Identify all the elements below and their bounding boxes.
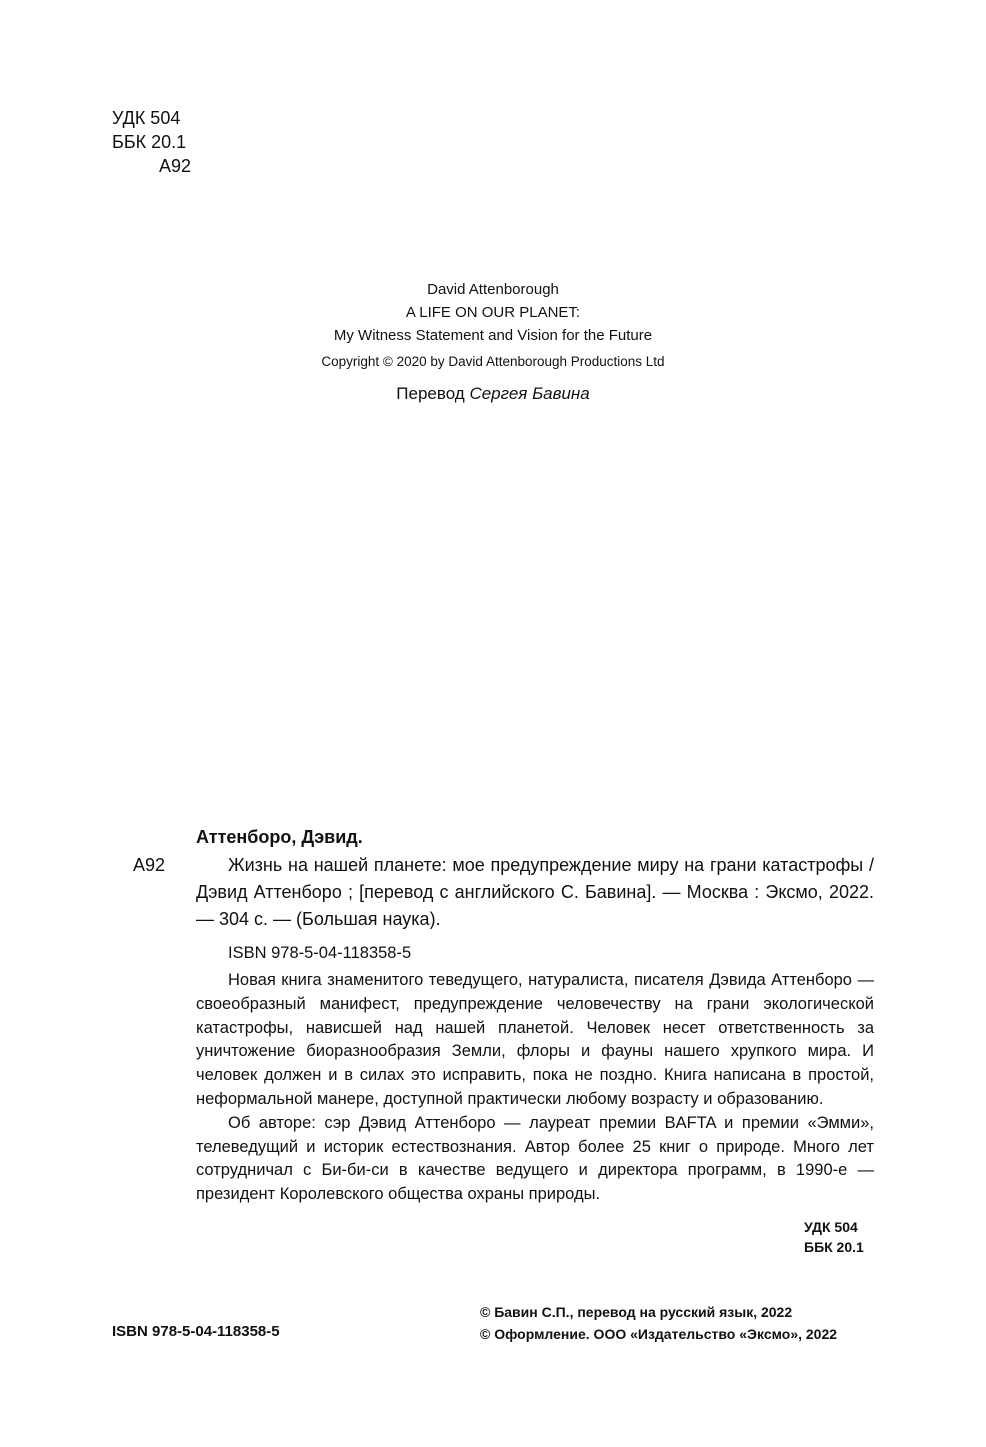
- classification-codes-top: [112, 106, 191, 178]
- catalog-isbn: ISBN 978-5-04-118358-5: [228, 944, 412, 962]
- author-mark-code: А92: [159, 156, 192, 176]
- footer-isbn: ISBN 978-5-04-118358-5: [112, 1323, 280, 1340]
- footer-copyrights: [480, 1301, 837, 1345]
- bbk-code: ББК 20.1: [112, 132, 187, 152]
- copyright-translation: © Бавин С.П., перевод на русский язык, 2022: [480, 1304, 793, 1320]
- annotation-block: [196, 969, 874, 1207]
- annotation-paragraph-2: Об авторе: сэр Дэвид Аттенборо — лауреат премии BAFTA и премии «Эмми», телеведущий и историк естествознания. Автор более 25 книг о природе. Много лет сотрудничал с Би-би-си в качестве ведущего и директора программ, в 1990-е — президент Королевского общества охраны природы.: [196, 1113, 874, 1204]
- copyright-design: © Оформление. ООО «Издательство «Эксмо», 2022: [480, 1326, 838, 1342]
- original-title: A LIFE ON OUR PLANET:: [405, 304, 581, 321]
- annotation-paragraph-1: Новая книга знаменитого теведущего, натуралиста, писателя Дэвида Аттенборо — своеобразный манифест, предупреждение человечеству на грани экологической катастрофы, нависшей над нашей планетой. Человек несет ответственность за уничтожение биоразнообразия Земли, флоры и фауны нашего хрупкого мира. И человек должен и в силах это исправить, пока не поздно. Книга написана в простой, неформальной манере, доступной практически любому возрасту и образованию.: [196, 971, 874, 1108]
- translation-prefix: Перевод: [396, 384, 465, 403]
- catalog-author-heading: Аттенборо, Дэвид.: [196, 827, 363, 847]
- catalog-description: [196, 852, 874, 933]
- bbk-code-bottom: ББК 20.1: [804, 1239, 864, 1255]
- original-edition-block: [0, 278, 986, 405]
- original-copyright: Copyright © 2020 by David Attenborough Productions Ltd: [321, 354, 665, 369]
- classification-codes-bottom: [804, 1217, 864, 1257]
- original-subtitle: My Witness Statement and Vision for the Future: [333, 327, 653, 344]
- udk-code-bottom: УДК 504: [804, 1219, 858, 1235]
- translator-name: Сергея Бавина: [469, 384, 590, 403]
- original-author: David Attenborough: [427, 281, 559, 298]
- translation-credit: [0, 382, 986, 405]
- catalog-description-text: Жизнь на нашей планете: мое предупреждение миру на грани катастрофы / Дэвид Аттенборо ; [перевод с английского С. Бавина]. — Москва : Эксмо, 2022. — 304 с. — (Большая наука).: [196, 855, 874, 929]
- catalog-author-mark: А92: [133, 855, 166, 875]
- udk-code: УДК 504: [112, 108, 181, 128]
